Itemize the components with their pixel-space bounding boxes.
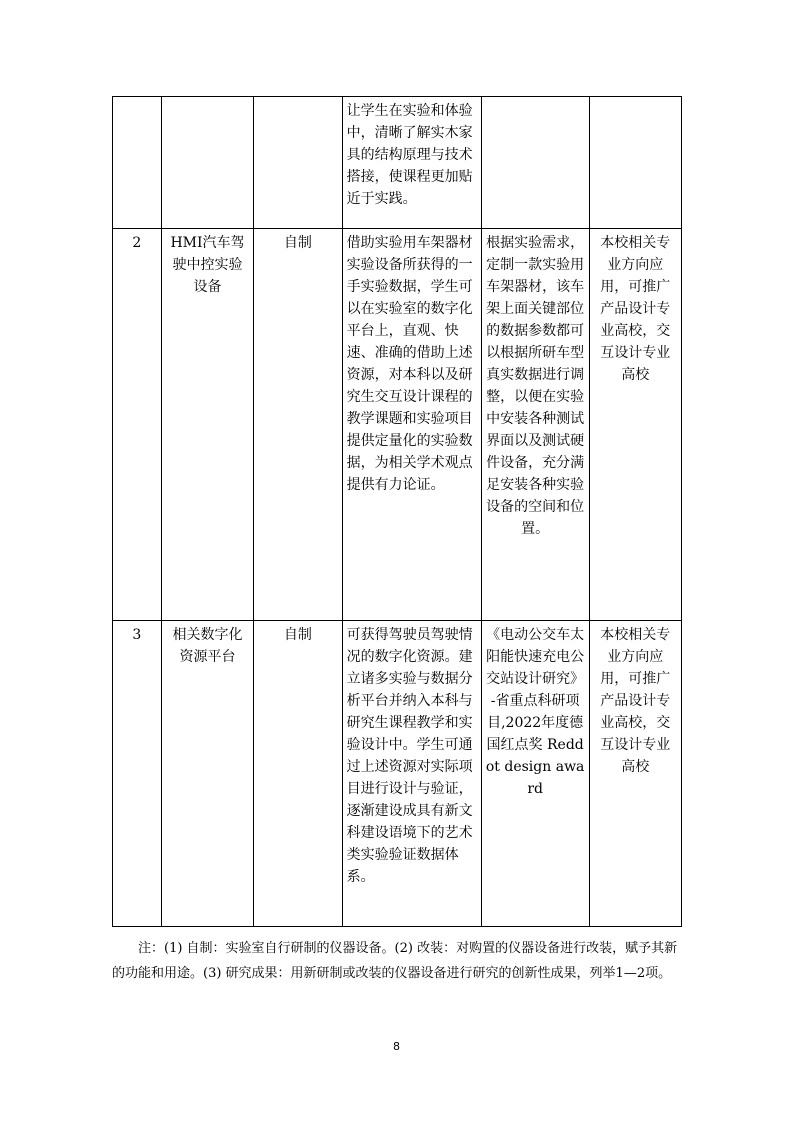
- page-number: 8: [393, 1040, 400, 1053]
- research-result: 根据实验需求，定制一款实验用车架器材，该车架上面关键部位的数据参数都可以根据所研车型真实数据进行调整，以便在实验中安装各种测试界面以及测试硬件设备，充分满足安装各种实验设备的空间和位置。: [481, 229, 589, 621]
- equipment-name: [161, 97, 253, 229]
- row-number: 3: [113, 621, 162, 927]
- table-footnote: 注：(1) 自制：实验室自行研制的仪器设备。(2) 改装：对购置的仪器设备进行改装，赋予其新的功能和用途。(3) 研究成果：用新研制或改装的仪器设备进行研究的创新性成果，列举1—2项。: [112, 941, 678, 981]
- equipment-type: [254, 97, 342, 229]
- table-row: [113, 97, 682, 229]
- equipment-description: 可获得驾驶员驾驶情况的数字化资源。建立诸多实验与数据分析平台并纳入本科与研究生课程教学和实验设计中。学生可通过上述资源对实际项目进行设计与验证，逐渐建设成具有新文科建设语境下的艺术类实验验证数据体系。: [342, 621, 481, 927]
- equipment-type: 自制: [254, 229, 342, 621]
- equipment-name: 相关数字化资源平台: [161, 621, 253, 927]
- table-row: [113, 621, 682, 927]
- equipment-description: 让学生在实验和体验中，清晰了解实木家具的结构原理与技术搭接，使课程更加贴近于实践。: [342, 97, 481, 229]
- research-result: [481, 97, 589, 229]
- application-scope: 本校相关专业方向应用，可推广产品设计专业高校，交互设计专业高校: [589, 229, 682, 621]
- equipment-type: 自制: [254, 621, 342, 927]
- application-scope: [589, 97, 682, 229]
- row-number: 2: [113, 229, 162, 621]
- application-scope: 本校相关专业方向应用，可推广产品设计专业高校，交互设计专业高校: [589, 621, 682, 927]
- equipment-name: HMI汽车驾驶中控实验设备: [161, 229, 253, 621]
- row-number: [113, 97, 162, 229]
- equipment-description: 借助实验用车架器材实验设备所获得的一手实验数据，学生可以在实验室的数字化平台上，直观、快速、准确的借助上述资源，对本科以及研究生交互设计课程的教学课题和实验项目提供定量化的实验数据，为相关学术观点提供有力论证。: [342, 229, 481, 621]
- research-result: 《电动公交车太阳能快速充电公交站设计研究》-省重点科研项目,2022年度德国红点奖 Reddot design award: [481, 621, 589, 927]
- table-row: [113, 229, 682, 621]
- equipment-table: [112, 96, 682, 927]
